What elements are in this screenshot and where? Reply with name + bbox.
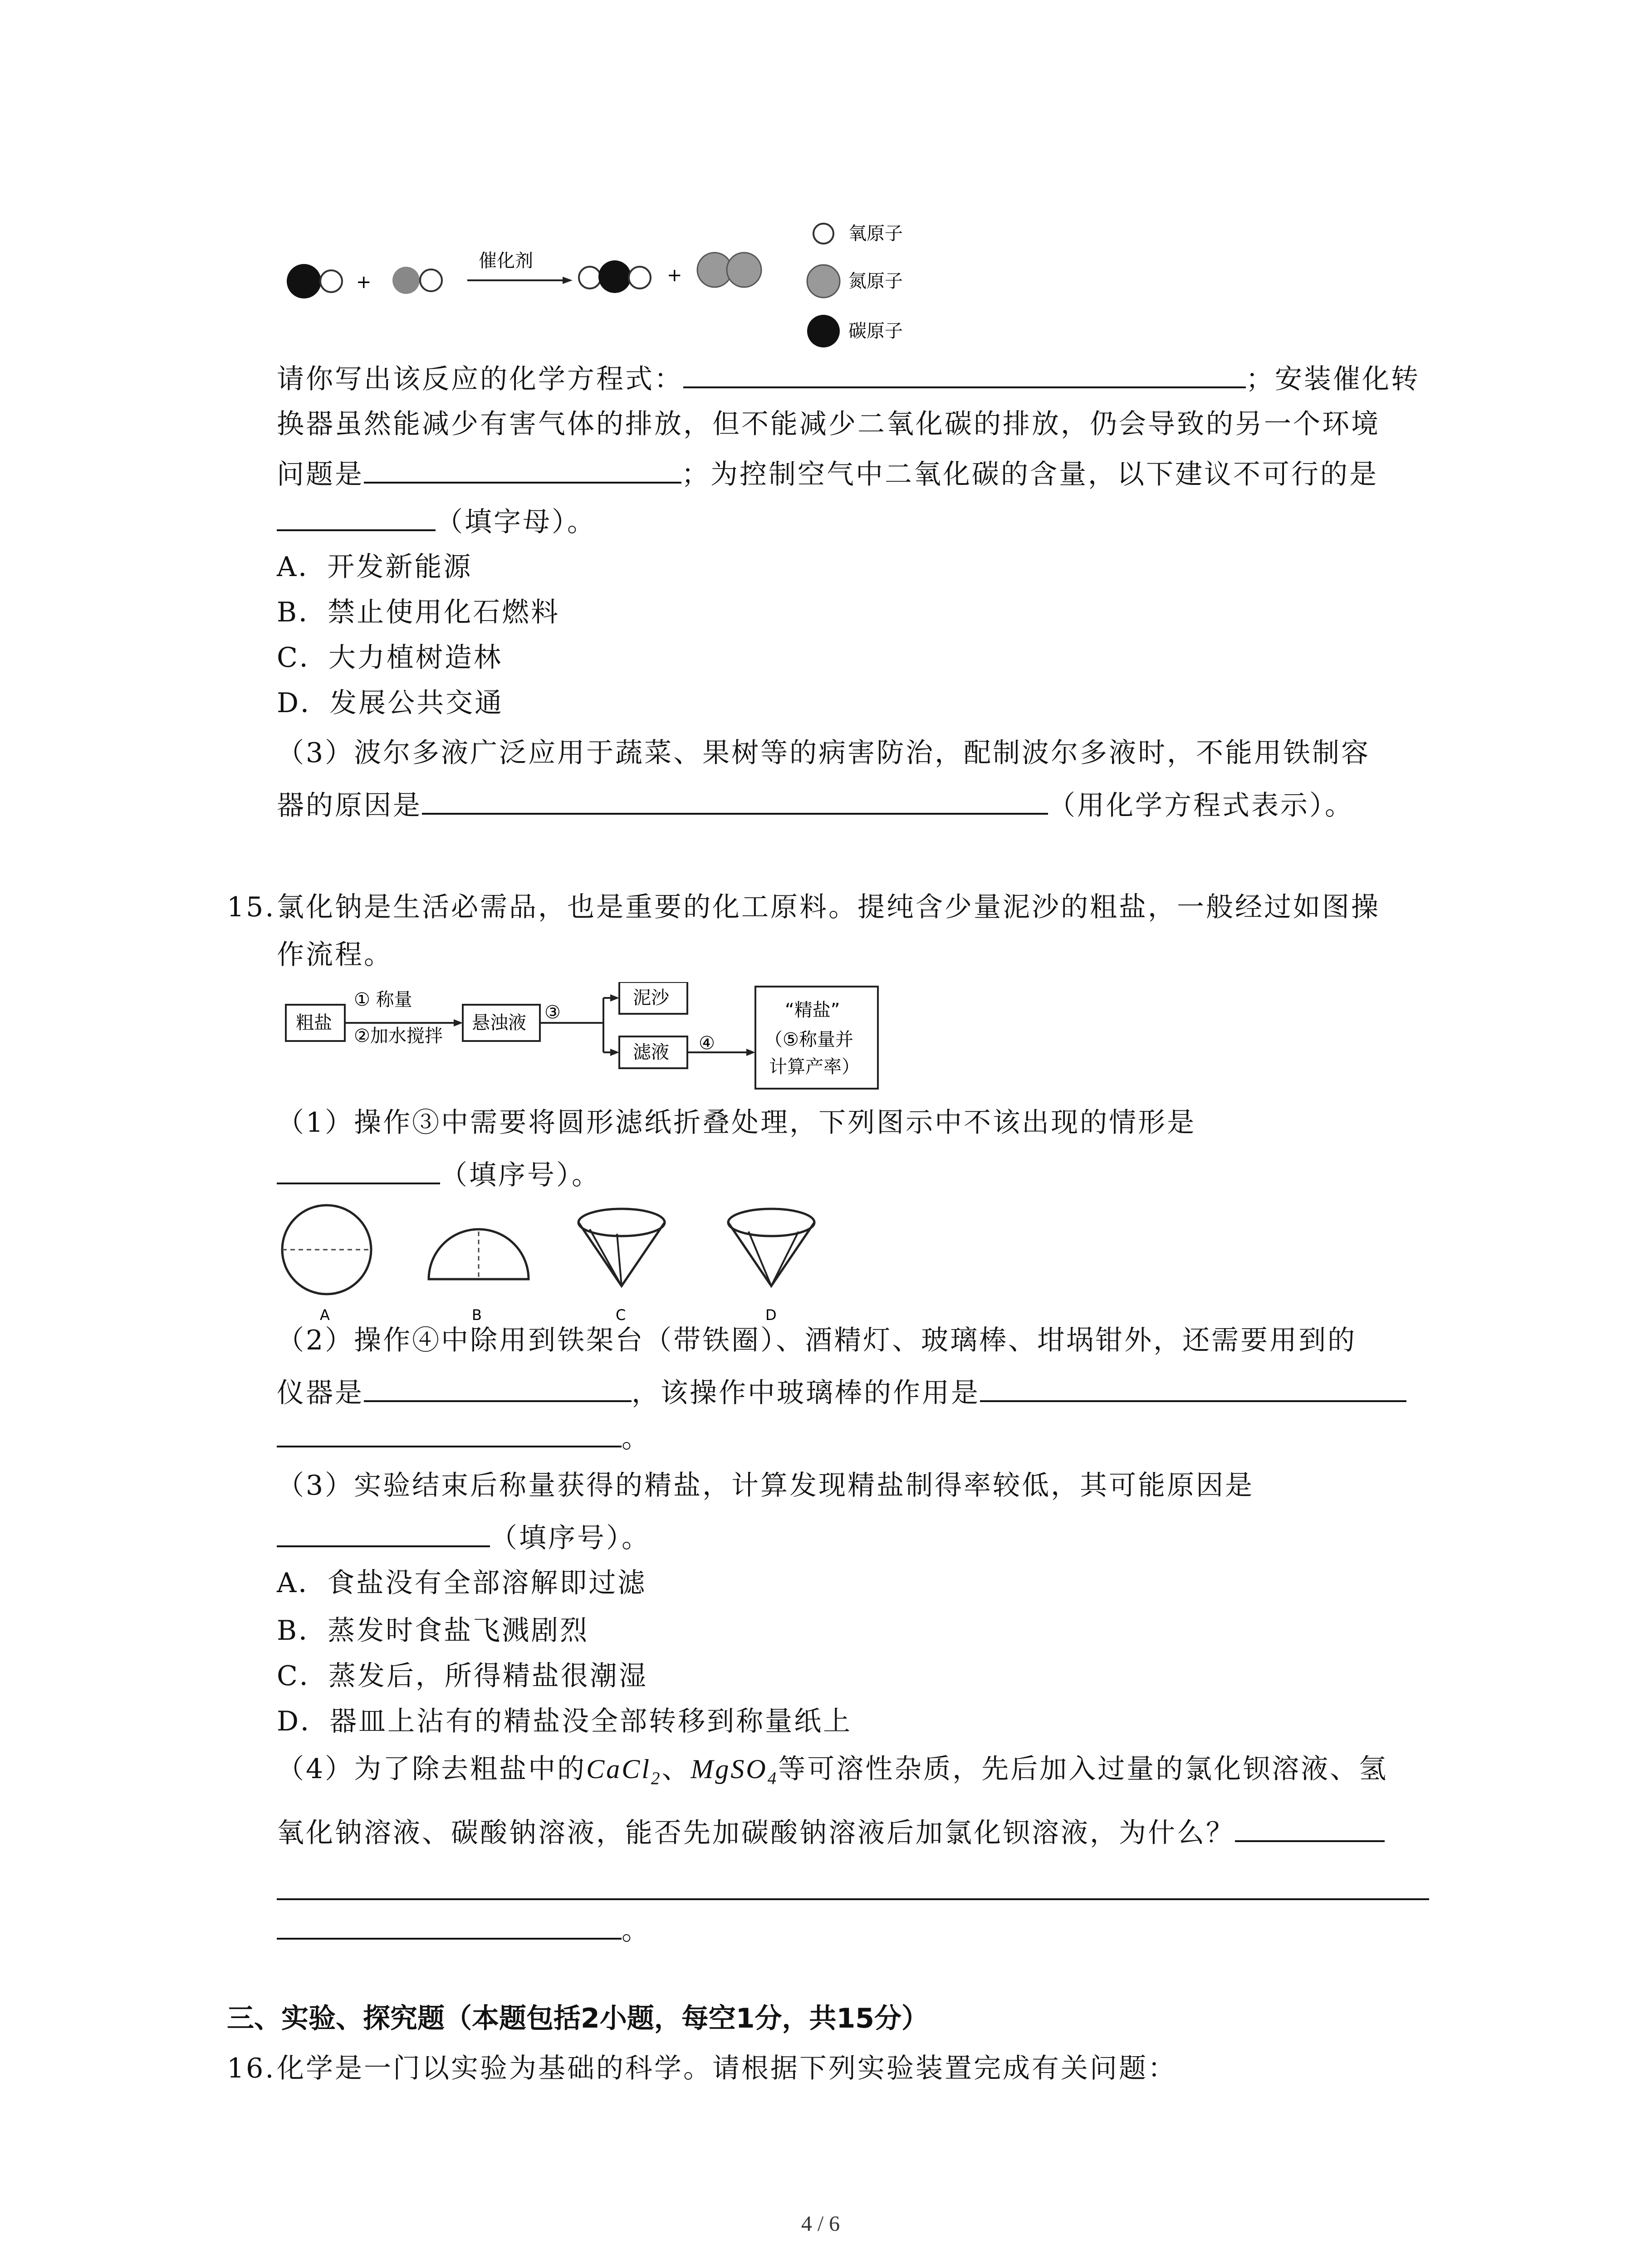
filter-paper-figures (272, 1200, 862, 1331)
answer-line-order-reason-2[interactable] (277, 1898, 1429, 1900)
reaction-diagram (272, 209, 953, 358)
q16-number: 16. (227, 2053, 276, 2084)
q14-option-a: A．开发新能源 (277, 551, 473, 583)
answer-blank-reason[interactable] (277, 1517, 490, 1547)
suspension-label: 悬浊液 (472, 1012, 526, 1033)
flow-arrow-sediment-head (610, 994, 619, 1002)
q14-sub3-line2: 器的原因是 （用化学方程式表示）。 (277, 785, 1354, 824)
step3-label: ③ (544, 1002, 561, 1023)
filter-label-b: B (472, 1306, 482, 1324)
q14-line3: 问题是 ；为控制空气中二氧化碳的含量，以下建议不可行的是 (277, 454, 1378, 493)
q16-text: 化学是一门以实验为基础的科学。请根据下列实验装置完成有关问题： (277, 2053, 1177, 2084)
flow-arrow-4-head (746, 1049, 755, 1056)
filter-label-d: D (765, 1306, 777, 1324)
arrow-head (563, 277, 573, 284)
answer-blank-letter[interactable] (277, 501, 436, 531)
q14-sub3-line1: （3）波尔多液广泛应用于蔬菜、果树等的病害防治，配制波尔多液时，不能用铁制容 (277, 737, 1371, 769)
q14-option-b: B．禁止使用化石燃料 (277, 596, 560, 628)
legend-oxygen-label: 氧原子 (848, 223, 903, 244)
step2-label: ②加水搅拌 (354, 1026, 443, 1046)
q14-line1: 请你写出该反应的化学方程式： ；安装催化转 (277, 358, 1420, 397)
section-3-title: 三、实验、探究题（本题包括2小题，每空1分，共15分） (227, 2003, 929, 2034)
q14-line2: 换器虽然能减少有害气体的排放，但不能减少二氧化碳的排放，仍会导致的另一个环境 (277, 408, 1380, 440)
answer-blank-instrument[interactable] (364, 1372, 632, 1402)
formula-cacl2: CaCl$_2$ (586, 1754, 662, 1788)
q15-option-a: A．食盐没有全部溶解即过滤 (277, 1567, 647, 1599)
carbon-atom (598, 260, 631, 293)
filter-d-rim (728, 1209, 814, 1236)
nitrogen-atom (392, 267, 420, 294)
q15-option-b: B．蒸发时食盐飞溅剧烈 (277, 1615, 589, 1647)
q14-line4: （填字母）。 (277, 501, 596, 540)
answer-blank-order-reason[interactable] (1235, 1812, 1385, 1842)
answer-blank-order-reason-3[interactable] (277, 1910, 622, 1940)
nitrogen-atom (727, 253, 761, 287)
plus-sign: + (356, 272, 372, 293)
q15-sub4-line2: 氧化钠溶液、碳酸钠溶液，能否先加碳酸钠溶液后加氯化钡溶液，为什么？ (277, 1812, 1385, 1851)
legend-carbon-label: 碳原子 (848, 321, 903, 342)
q15-sub3-line1: （3）实验结束后称量获得的精盐，计算发现精盐制得率较低，其可能原因是 (277, 1470, 1254, 1501)
fine-salt-label-1: “精盐” (785, 1000, 840, 1021)
carbon-atom (287, 264, 321, 298)
q15-sub2-line1: （2）操作④中除用到铁架台（带铁圈）、酒精灯、玻璃棒、坩埚钳外，还需要用到的 (277, 1325, 1357, 1356)
fine-salt-label-3: 计算产率） (769, 1056, 860, 1077)
answer-blank-env-problem[interactable] (364, 454, 681, 484)
legend-nitrogen-swatch (807, 265, 840, 298)
q14-option-d: D．发展公共交通 (277, 687, 504, 719)
legend-nitrogen-label: 氮原子 (848, 271, 903, 292)
step4-label: ④ (699, 1033, 715, 1054)
flow-arrow-1-head (454, 1019, 463, 1026)
q15-sub4-line1: （4）为了除去粗盐中的CaCl$_2$、MgSO$_4$等可溶性杂质，先后加入过量的氯化钡溶液、氢 (277, 1753, 1388, 1788)
q15-option-d: D．器皿上沾有的精盐没全部转移到称量纸上 (277, 1706, 852, 1737)
filter-label-a: A (320, 1306, 330, 1324)
sediment-label: 泥沙 (633, 987, 669, 1008)
q15-sub2-line2: 仪器是 ，该操作中玻璃棒的作用是 (277, 1372, 1406, 1411)
salt-purification-flowchart (277, 982, 903, 1109)
filter-label-c: C (616, 1306, 626, 1324)
oxygen-atom (579, 267, 601, 288)
oxygen-atom (629, 267, 651, 288)
crude-salt-label: 粗盐 (296, 1012, 332, 1033)
step1-label: ① 称量 (354, 989, 412, 1010)
answer-blank-equation[interactable] (683, 358, 1246, 388)
q15-line1: 氯化钠是生活必需品，也是重要的化工原料。提纯含少量泥沙的粗盐，一般经过如图操 (277, 891, 1380, 923)
q15-sub3-line2: （填序号）。 (277, 1517, 651, 1556)
q15-sub1-line2: （填序号）。 (277, 1154, 601, 1193)
answer-blank-iron-equation[interactable] (422, 785, 1048, 815)
q15-line2: 作流程。 (277, 939, 393, 971)
fine-salt-label-2: （⑤称量并 (764, 1029, 853, 1050)
plus-sign: + (667, 265, 682, 286)
oxygen-atom (320, 270, 342, 292)
filtrate-label: 滤液 (633, 1042, 669, 1063)
filter-b-shape (429, 1229, 529, 1279)
answer-blank-glass-rod-role-cont[interactable] (277, 1418, 622, 1447)
q15-sub2-line3: 。 (277, 1418, 651, 1457)
filter-c-fold (590, 1229, 622, 1286)
page-number: 4 / 6 (801, 2212, 840, 2236)
q14-option-c: C．大力植树造林 (277, 642, 503, 674)
answer-blank-filter[interactable] (277, 1154, 440, 1184)
q15-option-c: C．蒸发后，所得精盐很潮湿 (277, 1660, 648, 1692)
answer-blank-glass-rod-role[interactable] (980, 1372, 1406, 1402)
q15-sub1-line1: （1）操作③中需要将圆形滤纸折叠处理，下列图示中不该出现的情形是 (277, 1107, 1196, 1139)
legend-oxygen-swatch (813, 224, 833, 244)
q15-sub4-line4: 。 (277, 1910, 651, 1949)
q15-number: 15. (227, 891, 276, 923)
catalyst-label: 催化剂 (479, 250, 533, 271)
oxygen-atom (420, 269, 442, 291)
flow-arrow-filtrate-head (610, 1049, 619, 1056)
legend-carbon-swatch (807, 315, 840, 347)
formula-mgso4: MgSO$_4$ (691, 1754, 779, 1788)
